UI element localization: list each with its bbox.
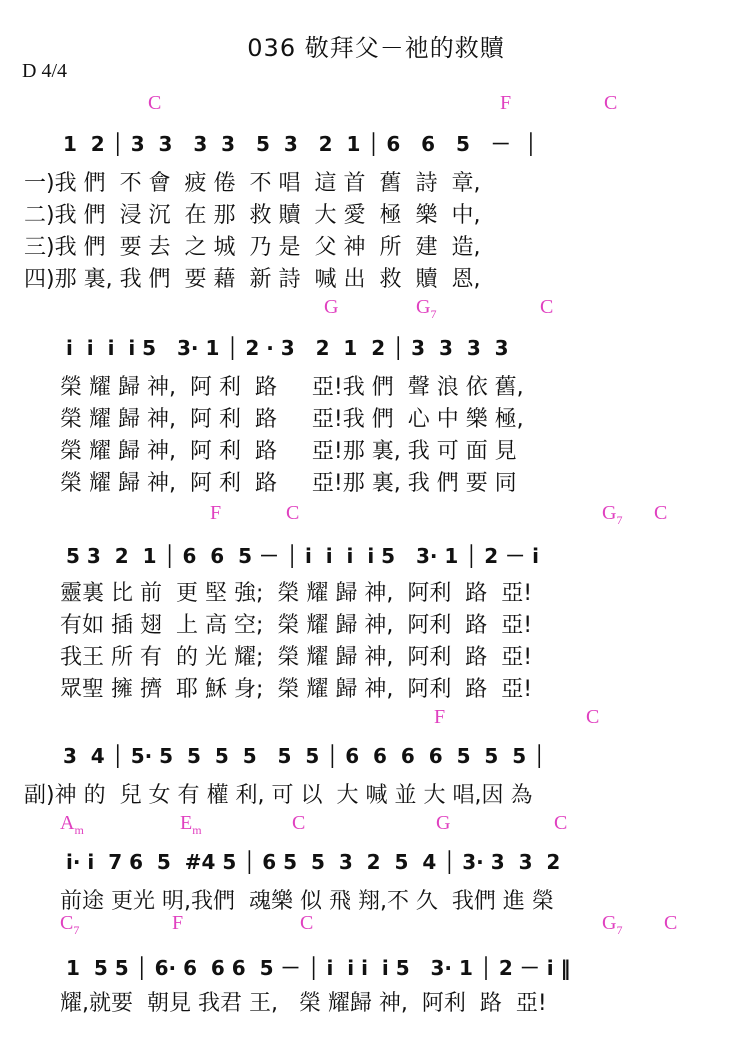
chord-label: F xyxy=(500,92,512,114)
chord-label: C xyxy=(286,502,300,524)
chord-label: $G_7$ xyxy=(602,912,623,937)
lyric-line: 三)我 們 要 去 之 城 乃 是 父 神 所 建 造, xyxy=(24,235,481,260)
lyric-line: 前途 更光 明,我們 魂樂 似 飛 翔,不 久 我們 進 榮 xyxy=(60,889,554,914)
notes-line: 5 3 2 1 │ 6 6 5 － │ i i i i 5 3· 1 │ 2 － i xyxy=(66,544,539,568)
chord-label: F xyxy=(172,912,184,934)
lyric-line: 榮 耀 歸 神, 阿 利 路 亞!我 們 心 中 樂 極, xyxy=(60,407,524,432)
lyric-line: 眾聖 擁 擠 耶 穌 身; 榮 耀 歸 神, 阿利 路 亞! xyxy=(60,677,533,702)
chord-label: F xyxy=(210,502,222,524)
page-title: 036 敬拜父－祂的救贖 xyxy=(247,34,505,62)
chord-label: C xyxy=(586,706,600,728)
chord-label: $A_m$ xyxy=(60,812,84,837)
chord-label: C xyxy=(604,92,618,114)
chord-label: C xyxy=(554,812,568,834)
notes-line: 1 2 │ 3 3 3 3 5 3 2 1 │ 6 6 5 － │ xyxy=(56,132,537,156)
lyric-line: 四)那 裏, 我 們 要 藉 新 詩 喊 出 救 贖 恩, xyxy=(24,267,481,292)
chord-label: C xyxy=(654,502,668,524)
chord-label: C xyxy=(148,92,162,114)
chord-label: $G_7$ xyxy=(602,502,623,527)
lyric-line: 榮 耀 歸 神, 阿 利 路 亞!那 裏, 我 可 面 見 xyxy=(60,439,517,464)
chord-label: C xyxy=(300,912,314,934)
chord-label: F xyxy=(434,706,446,728)
lyric-line: 耀,就要 朝見 我君 王, 榮 耀歸 神, 阿利 路 亞! xyxy=(60,991,547,1016)
lyric-line: 副)神 的 兒 女 有 權 利, 可 以 大 喊 並 大 唱,因 為 xyxy=(24,783,533,808)
chord-label: C xyxy=(540,296,554,318)
chord-label: $C_7$ xyxy=(60,912,80,937)
lyric-line: 我王 所 有 的 光 耀; 榮 耀 歸 神, 阿利 路 亞! xyxy=(60,645,533,670)
notes-line: 3 4 │ 5· 5 5 5 5 5 5 │ 6 6 6 6 5 5 5 │ xyxy=(56,744,546,768)
chord-label: G xyxy=(436,812,451,834)
lyric-line: 二)我 們 浸 沉 在 那 救 贖 大 愛 極 樂 中, xyxy=(24,203,481,228)
lyric-line: 一)我 們 不 會 疲 倦 不 唱 這 首 舊 詩 章, xyxy=(24,171,481,196)
lyric-line: 榮 耀 歸 神, 阿 利 路 亞!我 們 聲 浪 依 舊, xyxy=(60,375,524,400)
chord-label: $E_m$ xyxy=(180,812,202,837)
chord-label: G xyxy=(324,296,339,318)
chord-label: $G_7$ xyxy=(416,296,437,321)
chord-label: C xyxy=(292,812,306,834)
notes-line: 1 5 5 │ 6· 6 6 6 5 － │ i i i i 5 3· 1 │ 2 － i ‖ xyxy=(66,956,571,980)
notes-line: i i i i 5 3· 1 │ 2 · 3 2 1 2 │ 3 3 3 3 xyxy=(66,336,509,360)
chord-label: C xyxy=(664,912,678,934)
notes-line: i· i 7 6 5 #4 5 │ 6 5 5 3 2 5 4 │ 3· 3 3 2 xyxy=(66,850,561,874)
lyric-line: 靈裏 比 前 更 堅 強; 榮 耀 歸 神, 阿利 路 亞! xyxy=(60,581,533,606)
key-signature: D 4/4 xyxy=(22,60,67,82)
lyric-line: 榮 耀 歸 神, 阿 利 路 亞!那 裏, 我 們 要 同 xyxy=(60,471,517,496)
lyric-line: 有如 插 翅 上 高 空; 榮 耀 歸 神, 阿利 路 亞! xyxy=(60,613,533,638)
